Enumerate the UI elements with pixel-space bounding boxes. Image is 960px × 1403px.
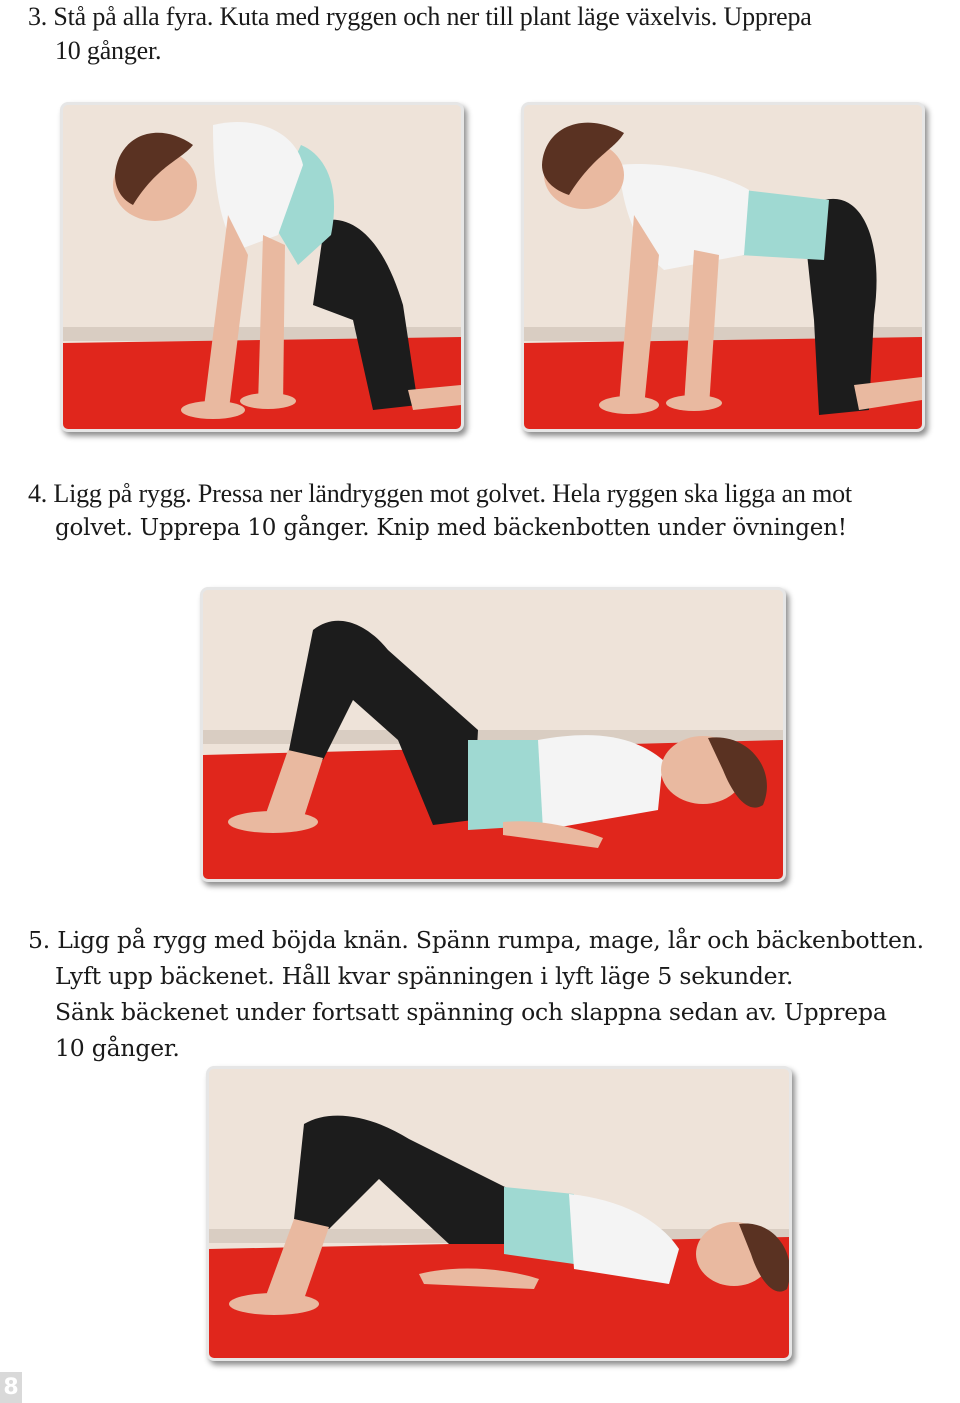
exercise-4-line-2: golvet. Upprepa 10 gånger. Knip med bäckenbotten under övningen! — [55, 515, 847, 541]
page-number: 8 — [0, 1372, 22, 1403]
exercise-5-line-3: Sänk bäckenet under fortsatt spänning och slappna sedan av. Upprepa — [55, 998, 887, 1026]
exercise-5-line-2: Lyft upp bäckenet. Håll kvar spänningen i lyft läge 5 sekunder. — [55, 962, 794, 990]
exercise-4-instructions — [28, 477, 852, 545]
exercise-3-instructions — [28, 0, 812, 68]
exercise-5-line-4: 10 gånger. — [55, 1034, 180, 1062]
exercise-3-line-1: 3. Stå på alla fyra. Kuta med ryggen och ner till plant läge växelvis. Upprepa — [28, 2, 812, 31]
exercise-3-line-2: 10 gånger. — [55, 36, 162, 65]
exercise-4-line-1: 4. Ligg på rygg. Pressa ner ländryggen mot golvet. Hela ryggen ska ligga an mot — [28, 479, 852, 508]
exercise-3-photo-flat-back — [521, 102, 925, 432]
exercise-5-instructions — [28, 922, 924, 1066]
exercise-5-photo-pelvis-lifted — [206, 1066, 792, 1361]
exercise-4-photo-lying-knees-bent — [200, 587, 786, 882]
exercise-5-line-1: 5. Ligg på rygg med böjda knän. Spänn rumpa, mage, lår och bäckenbotten. — [28, 926, 924, 954]
exercise-3-photo-arched-back — [60, 102, 464, 432]
